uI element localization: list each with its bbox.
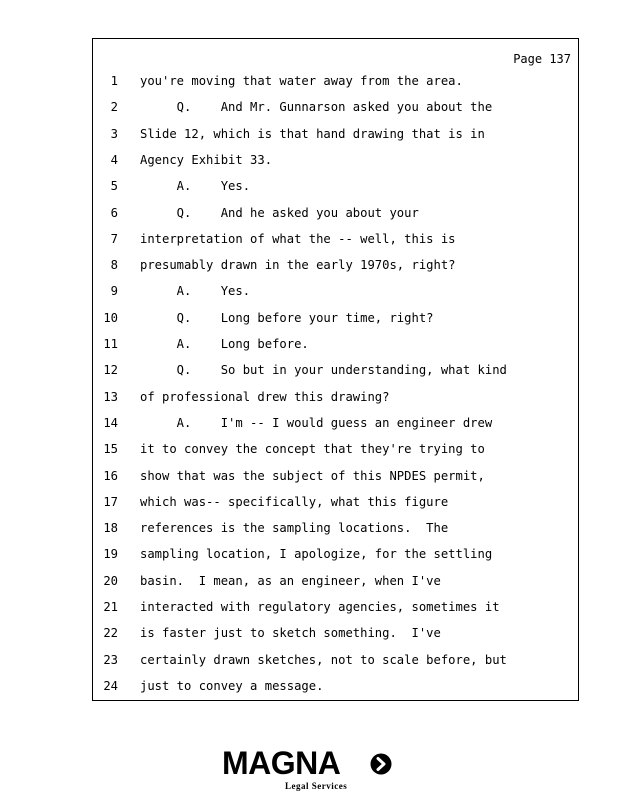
chevron-right-circle-icon — [370, 753, 392, 775]
line-text: references is the sampling locations. The — [140, 521, 449, 536]
line-number: 18 — [103, 521, 118, 536]
line-number: 7 — [110, 231, 118, 246]
line-text: Q. And Mr. Gunnarson asked you about the — [140, 100, 493, 115]
transcript-line — [93, 673, 578, 699]
line-number: 11 — [103, 337, 118, 351]
transcript-line — [93, 357, 578, 383]
line-text: A. I'm -- I would guess an engineer drew — [140, 415, 493, 430]
line-text: which was-- specifically, what this figure — [140, 494, 449, 509]
transcript-line — [93, 515, 578, 541]
transcript-line — [93, 436, 578, 462]
line-number: 21 — [103, 600, 118, 614]
line-number: 8 — [110, 258, 118, 273]
transcript-line — [93, 94, 578, 120]
line-text: show that was the subject of this NPDES permit, — [140, 468, 485, 483]
line-text: is faster just to sketch something. I've — [140, 626, 441, 641]
line-text: A. Yes. — [140, 179, 251, 194]
line-number: 1 — [110, 74, 118, 88]
line-text: just to convey a message. — [140, 678, 324, 693]
line-text: Q. And he asked you about your — [140, 205, 419, 220]
transcript-line — [93, 331, 578, 357]
line-number: 23 — [103, 652, 118, 667]
line-text: presumably drawn in the early 1970s, right? — [140, 258, 456, 273]
line-text: Agency Exhibit 33. — [140, 152, 273, 167]
line-number: 3 — [110, 126, 118, 141]
line-number: 19 — [103, 547, 118, 562]
line-text: interacted with regulatory agencies, sometimes it — [140, 600, 500, 614]
transcript-line — [93, 121, 578, 147]
line-text: A. Yes. — [140, 284, 251, 299]
transcript-line — [93, 620, 578, 646]
transcript-line — [93, 200, 578, 226]
transcript-line — [93, 278, 578, 304]
transcript-line — [93, 463, 578, 489]
line-text: basin. I mean, as an engineer, when I've — [140, 573, 441, 588]
line-number: 16 — [103, 468, 118, 483]
line-number: 10 — [103, 310, 118, 325]
line-number: 24 — [103, 678, 118, 693]
line-number: 5 — [110, 179, 118, 194]
line-text: A. Long before. — [140, 337, 309, 351]
transcript-line — [93, 594, 578, 620]
transcript-line — [93, 147, 578, 173]
line-text: of professional drew this drawing? — [140, 389, 390, 404]
transcript-line — [93, 489, 578, 515]
line-number: 20 — [103, 573, 118, 588]
logo-wordmark: MAGNA — [222, 745, 341, 781]
line-number: 15 — [103, 442, 118, 457]
magna-logo — [222, 745, 402, 793]
line-number: 2 — [110, 100, 118, 115]
line-number: 6 — [110, 205, 118, 220]
line-text: sampling location, I apologize, for the settling — [140, 547, 493, 562]
transcript-line — [93, 173, 578, 199]
line-number: 12 — [103, 363, 118, 378]
transcript-line — [93, 410, 578, 436]
line-text: you're moving that water away from the area. — [140, 74, 463, 88]
transcript-line — [93, 305, 578, 331]
line-number: 22 — [103, 626, 118, 641]
transcript-line — [93, 384, 578, 410]
transcript-line — [93, 252, 578, 278]
line-text: it to convey the concept that they're trying to — [140, 442, 485, 457]
transcript-line — [93, 541, 578, 567]
line-text: certainly drawn sketches, not to scale before, but — [140, 652, 507, 667]
line-text: Slide 12, which is that hand drawing that is in — [140, 126, 485, 141]
line-number: 9 — [110, 284, 118, 299]
line-number: 13 — [103, 389, 118, 404]
logo-subtitle: Legal Services — [285, 781, 348, 791]
transcript-line — [93, 647, 578, 673]
transcript-line — [93, 568, 578, 594]
transcript-line — [93, 68, 578, 94]
page-label: Page 137 — [513, 52, 571, 66]
transcript-page — [92, 38, 579, 701]
line-text: Q. So but in your understanding, what kind — [140, 363, 507, 378]
line-number: 17 — [103, 494, 118, 509]
line-number: 14 — [103, 415, 118, 430]
transcript-line — [93, 226, 578, 252]
line-text: interpretation of what the -- well, this is — [140, 231, 456, 246]
line-number: 4 — [110, 152, 118, 167]
line-text: Q. Long before your time, right? — [140, 310, 434, 325]
